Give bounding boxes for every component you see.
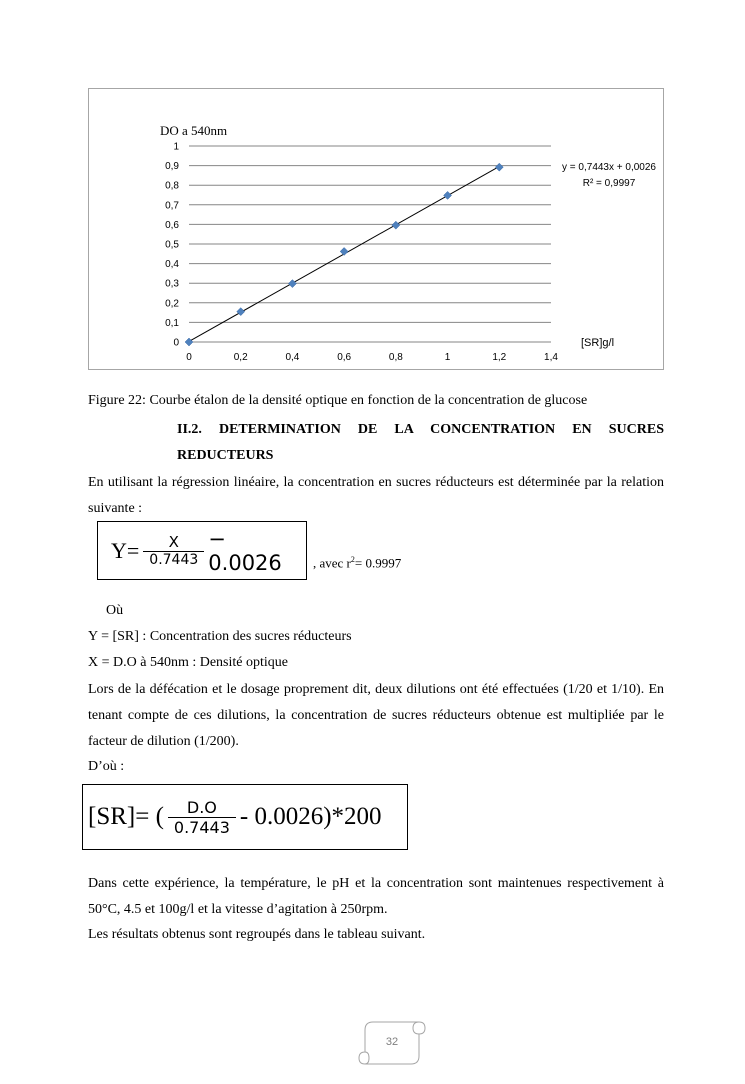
- y-tick-label: 0,1: [165, 317, 179, 329]
- figure-caption: Figure 22: Courbe étalon de la densité optique en fonction de la concentration de glucose: [88, 393, 588, 408]
- data-point: [495, 163, 503, 171]
- y-tick-label: 0,9: [165, 161, 179, 173]
- x-tick-label: 1,2: [492, 352, 507, 363]
- dou-label: D’où :: [88, 759, 125, 774]
- paragraph-results: Les résultats obtenus sont regroupés dans le tableau suivant.: [88, 927, 426, 942]
- y-tick-label: 0,2: [165, 298, 179, 310]
- paragraph-conditions: Dans cette expérience, la température, le pH et la concentration sont maintenues respectivement à 50°C, 4.5 et 100g/l et la vitesse d’agitation à 250rpm.: [88, 876, 664, 917]
- y-tick-label: 0,3: [165, 278, 179, 290]
- formula-sr-rhs: - 0.0026)*200: [239, 803, 382, 830]
- data-point: [340, 247, 348, 255]
- formula-sr-fraction: [168, 798, 236, 837]
- definition-y: Y = [SR] : Concentration des sucres réducteurs: [88, 629, 352, 644]
- formula-sr-box: [82, 784, 408, 850]
- x-tick-label: 0,6: [337, 352, 352, 363]
- formula-y-box: [97, 521, 307, 580]
- page-number-scroll: [357, 1016, 427, 1070]
- r2-label: R² = 0,9997: [582, 178, 636, 189]
- formula-sr-denominator: 0.7443: [168, 817, 236, 837]
- data-point: [185, 338, 193, 346]
- x-tick-label: 0,8: [388, 352, 403, 363]
- section-heading-line1: II.2. DETERMINATION DE LA CONCENTRATION EN SUCRES: [177, 422, 664, 437]
- definition-x: X = D.O à 540nm : Densité optique: [88, 655, 288, 670]
- ou-label: Où: [106, 603, 124, 618]
- formula-sr-lhs: [SR]= (: [88, 803, 164, 830]
- equation-label: y = 0,7443x + 0,0026: [562, 162, 656, 173]
- y-tick-label: 0,8: [165, 180, 179, 192]
- x-tick-label: 0,2: [233, 352, 248, 363]
- x-tick-label: 0,4: [285, 352, 300, 363]
- formula-y-rhs: − 0.0026: [208, 526, 282, 575]
- calibration-chart: [88, 88, 664, 370]
- chart-title: DO a 540nm: [160, 123, 228, 138]
- formula-sr-numerator: D.O: [186, 797, 217, 817]
- y-tick-label: 0: [173, 337, 179, 349]
- section-heading-line2: REDUCTEURS: [177, 448, 274, 463]
- paragraph-dilution: Lors de la défécation et le dosage proprement dit, deux dilutions ont été effectuées (1/20 et 1/10). En tenant compte de ces dilutions, la concentration de sucres réducteurs obtenue est multipliée par le facteur de dilution (1/200).: [88, 682, 664, 749]
- y-tick-label: 0,4: [165, 259, 179, 271]
- y-tick-label: 0,5: [165, 239, 179, 251]
- y-tick-label: 0,7: [165, 200, 179, 212]
- chart-canvas: [89, 89, 665, 371]
- data-point: [392, 221, 400, 229]
- x-tick-label: 1: [444, 352, 451, 363]
- y-tick-label: 0,6: [165, 219, 179, 231]
- x-tick-label: 1,4: [544, 352, 558, 363]
- formula-r2-note: [313, 550, 401, 573]
- data-point: [288, 280, 296, 288]
- formula-y-lhs: Y=: [111, 537, 140, 563]
- x-tick-label: 0: [186, 352, 192, 363]
- x-axis-label: [SR]g/l: [581, 337, 615, 349]
- formula-y-fraction: [143, 533, 204, 568]
- y-tick-label: 1: [173, 141, 179, 153]
- data-point: [444, 191, 452, 199]
- r2-superscript: 2: [350, 555, 355, 564]
- formula-y-numerator: X: [168, 533, 179, 551]
- formula-y-denominator: 0.7443: [143, 551, 204, 568]
- page-number: 32: [385, 1036, 399, 1048]
- r2-prefix: , avec r: [313, 555, 351, 571]
- r2-value: = 0.9997: [354, 555, 402, 571]
- paragraph-regression: En utilisant la régression linéaire, la concentration en sucres réducteurs est déterminée par la relation suivante :: [88, 475, 664, 516]
- section-heading: [177, 417, 664, 443]
